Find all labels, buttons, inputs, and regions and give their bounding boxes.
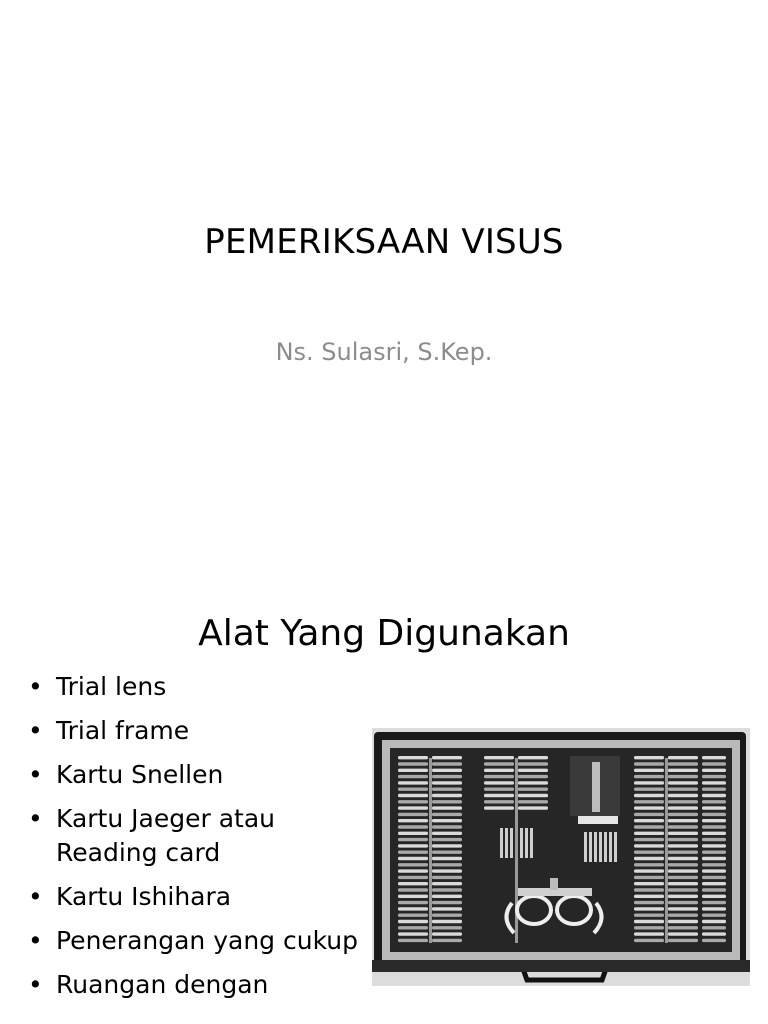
- lens-block-icon: [510, 828, 513, 858]
- list-item: [28, 968, 373, 1002]
- lens-ring-icon: [668, 794, 698, 797]
- lens-ring-icon: [702, 901, 726, 904]
- list-item-text: Kartu Snellen: [56, 760, 224, 789]
- bullet-icon: •: [28, 760, 43, 789]
- list-item: [28, 924, 373, 958]
- lens-ring-icon: [702, 762, 726, 765]
- lens-ring-icon: [398, 775, 428, 778]
- lens-ring-icon: [668, 825, 698, 828]
- lens-ring-icon: [398, 825, 428, 828]
- lens-ring-icon: [432, 901, 462, 904]
- lens-ring-icon: [432, 769, 462, 772]
- lens-ring-icon: [432, 926, 462, 929]
- lens-ring-icon: [432, 825, 462, 828]
- lens-ring-icon: [398, 800, 428, 803]
- lens-ring-icon: [432, 832, 462, 835]
- trial-lens-set-photo: [372, 728, 750, 986]
- lens-ring-icon: [634, 800, 664, 803]
- lens-ring-icon: [634, 844, 664, 847]
- lens-ring-icon: [518, 800, 548, 803]
- lens-ring-icon: [398, 756, 428, 759]
- lens-ring-icon: [432, 888, 462, 891]
- lens-ring-icon: [398, 794, 428, 797]
- slide-equipment-heading: Alat Yang Digunakan: [198, 613, 570, 654]
- lens-ring-icon: [432, 838, 462, 841]
- lens-ring-icon: [398, 762, 428, 765]
- lens-ring-icon: [634, 819, 664, 822]
- lens-ring-icon: [432, 895, 462, 898]
- lens-ring-icon: [484, 762, 514, 765]
- lens-ring-icon: [432, 876, 462, 879]
- lens-ring-icon: [484, 781, 514, 784]
- lens-ring-icon: [398, 851, 428, 854]
- lens-ring-icon: [702, 851, 726, 854]
- lens-ring-icon: [702, 769, 726, 772]
- lens-ring-icon: [634, 895, 664, 898]
- lens-ring-icon: [398, 863, 428, 866]
- lens-ring-icon: [432, 857, 462, 860]
- lens-ring-icon: [702, 939, 726, 942]
- lens-block-icon: [609, 832, 612, 862]
- lens-ring-icon: [702, 920, 726, 923]
- lens-ring-icon: [668, 907, 698, 910]
- lens-ring-icon: [432, 914, 462, 917]
- lens-ring-icon: [668, 926, 698, 929]
- lens-ring-icon: [398, 813, 428, 816]
- lens-ring-icon: [634, 863, 664, 866]
- lens-block-icon: [594, 832, 597, 862]
- lens-ring-icon: [518, 806, 548, 809]
- trial-lens-case-icon: [372, 728, 750, 986]
- lens-ring-icon: [668, 800, 698, 803]
- list-item: [28, 802, 373, 870]
- list-item-text: Trial frame: [56, 716, 190, 745]
- lens-ring-icon: [634, 832, 664, 835]
- bullet-icon: •: [28, 926, 43, 955]
- lens-block-icon: [589, 832, 592, 862]
- lens-ring-icon: [668, 857, 698, 860]
- lens-ring-icon: [668, 901, 698, 904]
- lens-ring-icon: [702, 819, 726, 822]
- lens-ring-icon: [484, 769, 514, 772]
- lens-ring-icon: [702, 932, 726, 935]
- lens-ring-icon: [398, 907, 428, 910]
- lens-ring-icon: [668, 756, 698, 759]
- lens-ring-icon: [702, 882, 726, 885]
- lens-ring-icon: [484, 788, 514, 791]
- equipment-list: [28, 670, 373, 1012]
- lens-ring-icon: [702, 907, 726, 910]
- lens-ring-icon: [634, 907, 664, 910]
- slide-equipment: [0, 576, 768, 1024]
- lens-ring-icon: [634, 920, 664, 923]
- lens-ring-icon: [702, 775, 726, 778]
- lens-ring-icon: [518, 794, 548, 797]
- lens-ring-icon: [702, 832, 726, 835]
- lens-ring-icon: [702, 914, 726, 917]
- lens-ring-icon: [668, 939, 698, 942]
- lens-ring-icon: [398, 838, 428, 841]
- lens-ring-icon: [398, 819, 428, 822]
- lens-ring-icon: [432, 882, 462, 885]
- list-item: [28, 758, 373, 792]
- lens-ring-icon: [668, 882, 698, 885]
- lens-ring-icon: [634, 806, 664, 809]
- lens-block-icon: [500, 828, 503, 858]
- lens-ring-icon: [432, 756, 462, 759]
- lens-block-icon: [530, 828, 533, 858]
- lens-block-icon: [520, 828, 523, 858]
- lens-ring-icon: [668, 844, 698, 847]
- lens-block-icon: [599, 832, 602, 862]
- lens-ring-icon: [398, 769, 428, 772]
- lens-ring-icon: [432, 939, 462, 942]
- list-item-text: Penerangan yang cukup: [56, 926, 359, 955]
- lens-ring-icon: [668, 788, 698, 791]
- lens-block-icon: [614, 832, 617, 862]
- lens-ring-icon: [702, 838, 726, 841]
- lens-ring-icon: [518, 788, 548, 791]
- lens-ring-icon: [432, 813, 462, 816]
- lens-ring-icon: [634, 857, 664, 860]
- lens-ring-icon: [432, 869, 462, 872]
- lens-ring-icon: [702, 825, 726, 828]
- lens-ring-icon: [668, 775, 698, 778]
- lens-ring-icon: [518, 781, 548, 784]
- slide-subtitle-author: Ns. Sulasri, S.Kep.: [275, 338, 493, 366]
- lens-ring-icon: [398, 920, 428, 923]
- lens-ring-icon: [702, 926, 726, 929]
- lens-ring-icon: [432, 800, 462, 803]
- lens-ring-icon: [702, 813, 726, 816]
- lens-ring-icon: [398, 932, 428, 935]
- lens-ring-icon: [484, 756, 514, 759]
- bullet-icon: •: [28, 804, 43, 833]
- lens-ring-icon: [668, 819, 698, 822]
- lens-ring-icon: [398, 901, 428, 904]
- lens-ring-icon: [398, 857, 428, 860]
- lens-ring-icon: [668, 914, 698, 917]
- lens-ring-icon: [668, 769, 698, 772]
- lens-ring-icon: [668, 863, 698, 866]
- lens-ring-icon: [432, 932, 462, 935]
- lens-ring-icon: [702, 869, 726, 872]
- lens-ring-icon: [432, 806, 462, 809]
- list-item-text: Trial lens: [56, 672, 167, 701]
- rail-icon: [665, 758, 668, 943]
- lens-ring-icon: [398, 781, 428, 784]
- lens-ring-icon: [634, 813, 664, 816]
- lens-ring-icon: [668, 920, 698, 923]
- lens-ring-icon: [432, 788, 462, 791]
- lens-ring-icon: [634, 794, 664, 797]
- lens-block-icon: [584, 832, 587, 862]
- lens-ring-icon: [484, 775, 514, 778]
- lens-ring-icon: [634, 775, 664, 778]
- list-item-text: Kartu Ishihara: [56, 882, 232, 911]
- lens-ring-icon: [398, 939, 428, 942]
- bullet-icon: •: [28, 970, 43, 999]
- lens-ring-icon: [518, 769, 548, 772]
- lens-ring-icon: [432, 851, 462, 854]
- lens-ring-icon: [668, 806, 698, 809]
- lens-ring-icon: [432, 920, 462, 923]
- lens-ring-icon: [398, 876, 428, 879]
- lens-ring-icon: [398, 869, 428, 872]
- list-item: [28, 880, 373, 914]
- lens-ring-icon: [668, 876, 698, 879]
- list-item: [28, 670, 373, 704]
- lens-block-icon: [505, 828, 508, 858]
- lens-ring-icon: [432, 762, 462, 765]
- lens-ring-icon: [702, 788, 726, 791]
- lens-ring-icon: [702, 895, 726, 898]
- lens-ring-icon: [668, 781, 698, 784]
- lens-block-icon: [525, 828, 528, 858]
- lens-ring-icon: [432, 863, 462, 866]
- lens-ring-icon: [668, 838, 698, 841]
- lens-ring-icon: [432, 819, 462, 822]
- lens-ring-icon: [634, 769, 664, 772]
- lens-ring-icon: [432, 781, 462, 784]
- lens-ring-icon: [432, 844, 462, 847]
- lens-ring-icon: [634, 901, 664, 904]
- lens-ring-icon: [702, 794, 726, 797]
- lens-ring-icon: [634, 926, 664, 929]
- lens-ring-icon: [668, 895, 698, 898]
- lens-ring-icon: [668, 813, 698, 816]
- lens-ring-icon: [634, 838, 664, 841]
- lens-ring-icon: [702, 806, 726, 809]
- lens-ring-icon: [398, 914, 428, 917]
- lens-ring-icon: [634, 762, 664, 765]
- lens-block-icon: [604, 832, 607, 862]
- lens-ring-icon: [702, 876, 726, 879]
- lens-ring-icon: [398, 882, 428, 885]
- lens-ring-icon: [634, 914, 664, 917]
- lens-ring-icon: [432, 775, 462, 778]
- slide-title-heading: PEMERIKSAAN VISUS: [204, 222, 564, 262]
- list-item-text: Ruangan dengan: [56, 970, 269, 999]
- lens-ring-icon: [518, 775, 548, 778]
- lens-ring-icon: [702, 800, 726, 803]
- lens-ring-icon: [634, 876, 664, 879]
- list-item: [28, 714, 373, 748]
- lens-ring-icon: [668, 851, 698, 854]
- lens-ring-icon: [398, 844, 428, 847]
- lens-ring-icon: [702, 888, 726, 891]
- bullet-icon: •: [28, 882, 43, 911]
- lens-ring-icon: [702, 857, 726, 860]
- lens-ring-icon: [398, 895, 428, 898]
- lens-ring-icon: [432, 794, 462, 797]
- lens-ring-icon: [634, 756, 664, 759]
- lens-ring-icon: [398, 788, 428, 791]
- bullet-icon: •: [28, 716, 43, 745]
- lens-ring-icon: [518, 762, 548, 765]
- lens-ring-icon: [668, 869, 698, 872]
- lens-ring-icon: [398, 926, 428, 929]
- lens-ring-icon: [634, 888, 664, 891]
- lens-ring-icon: [668, 888, 698, 891]
- lens-ring-icon: [634, 932, 664, 935]
- lens-ring-icon: [668, 932, 698, 935]
- lens-ring-icon: [634, 882, 664, 885]
- bullet-icon: •: [28, 672, 43, 701]
- rail-icon: [429, 758, 432, 943]
- lens-ring-icon: [668, 762, 698, 765]
- lens-ring-icon: [634, 825, 664, 828]
- lens-ring-icon: [634, 851, 664, 854]
- lens-ring-icon: [484, 794, 514, 797]
- lens-ring-icon: [634, 869, 664, 872]
- lens-ring-icon: [702, 781, 726, 784]
- lens-ring-icon: [484, 800, 514, 803]
- lens-ring-icon: [634, 788, 664, 791]
- lens-ring-icon: [398, 832, 428, 835]
- lens-ring-icon: [702, 863, 726, 866]
- lens-ring-icon: [432, 907, 462, 910]
- lens-ring-icon: [398, 806, 428, 809]
- lens-ring-icon: [398, 888, 428, 891]
- lens-ring-icon: [518, 756, 548, 759]
- lens-ring-icon: [668, 832, 698, 835]
- lens-ring-icon: [634, 781, 664, 784]
- list-item-text: Kartu Jaeger atau Reading card: [56, 804, 275, 867]
- lens-ring-icon: [484, 806, 514, 809]
- lens-ring-icon: [702, 844, 726, 847]
- lens-ring-icon: [634, 939, 664, 942]
- lens-ring-icon: [702, 756, 726, 759]
